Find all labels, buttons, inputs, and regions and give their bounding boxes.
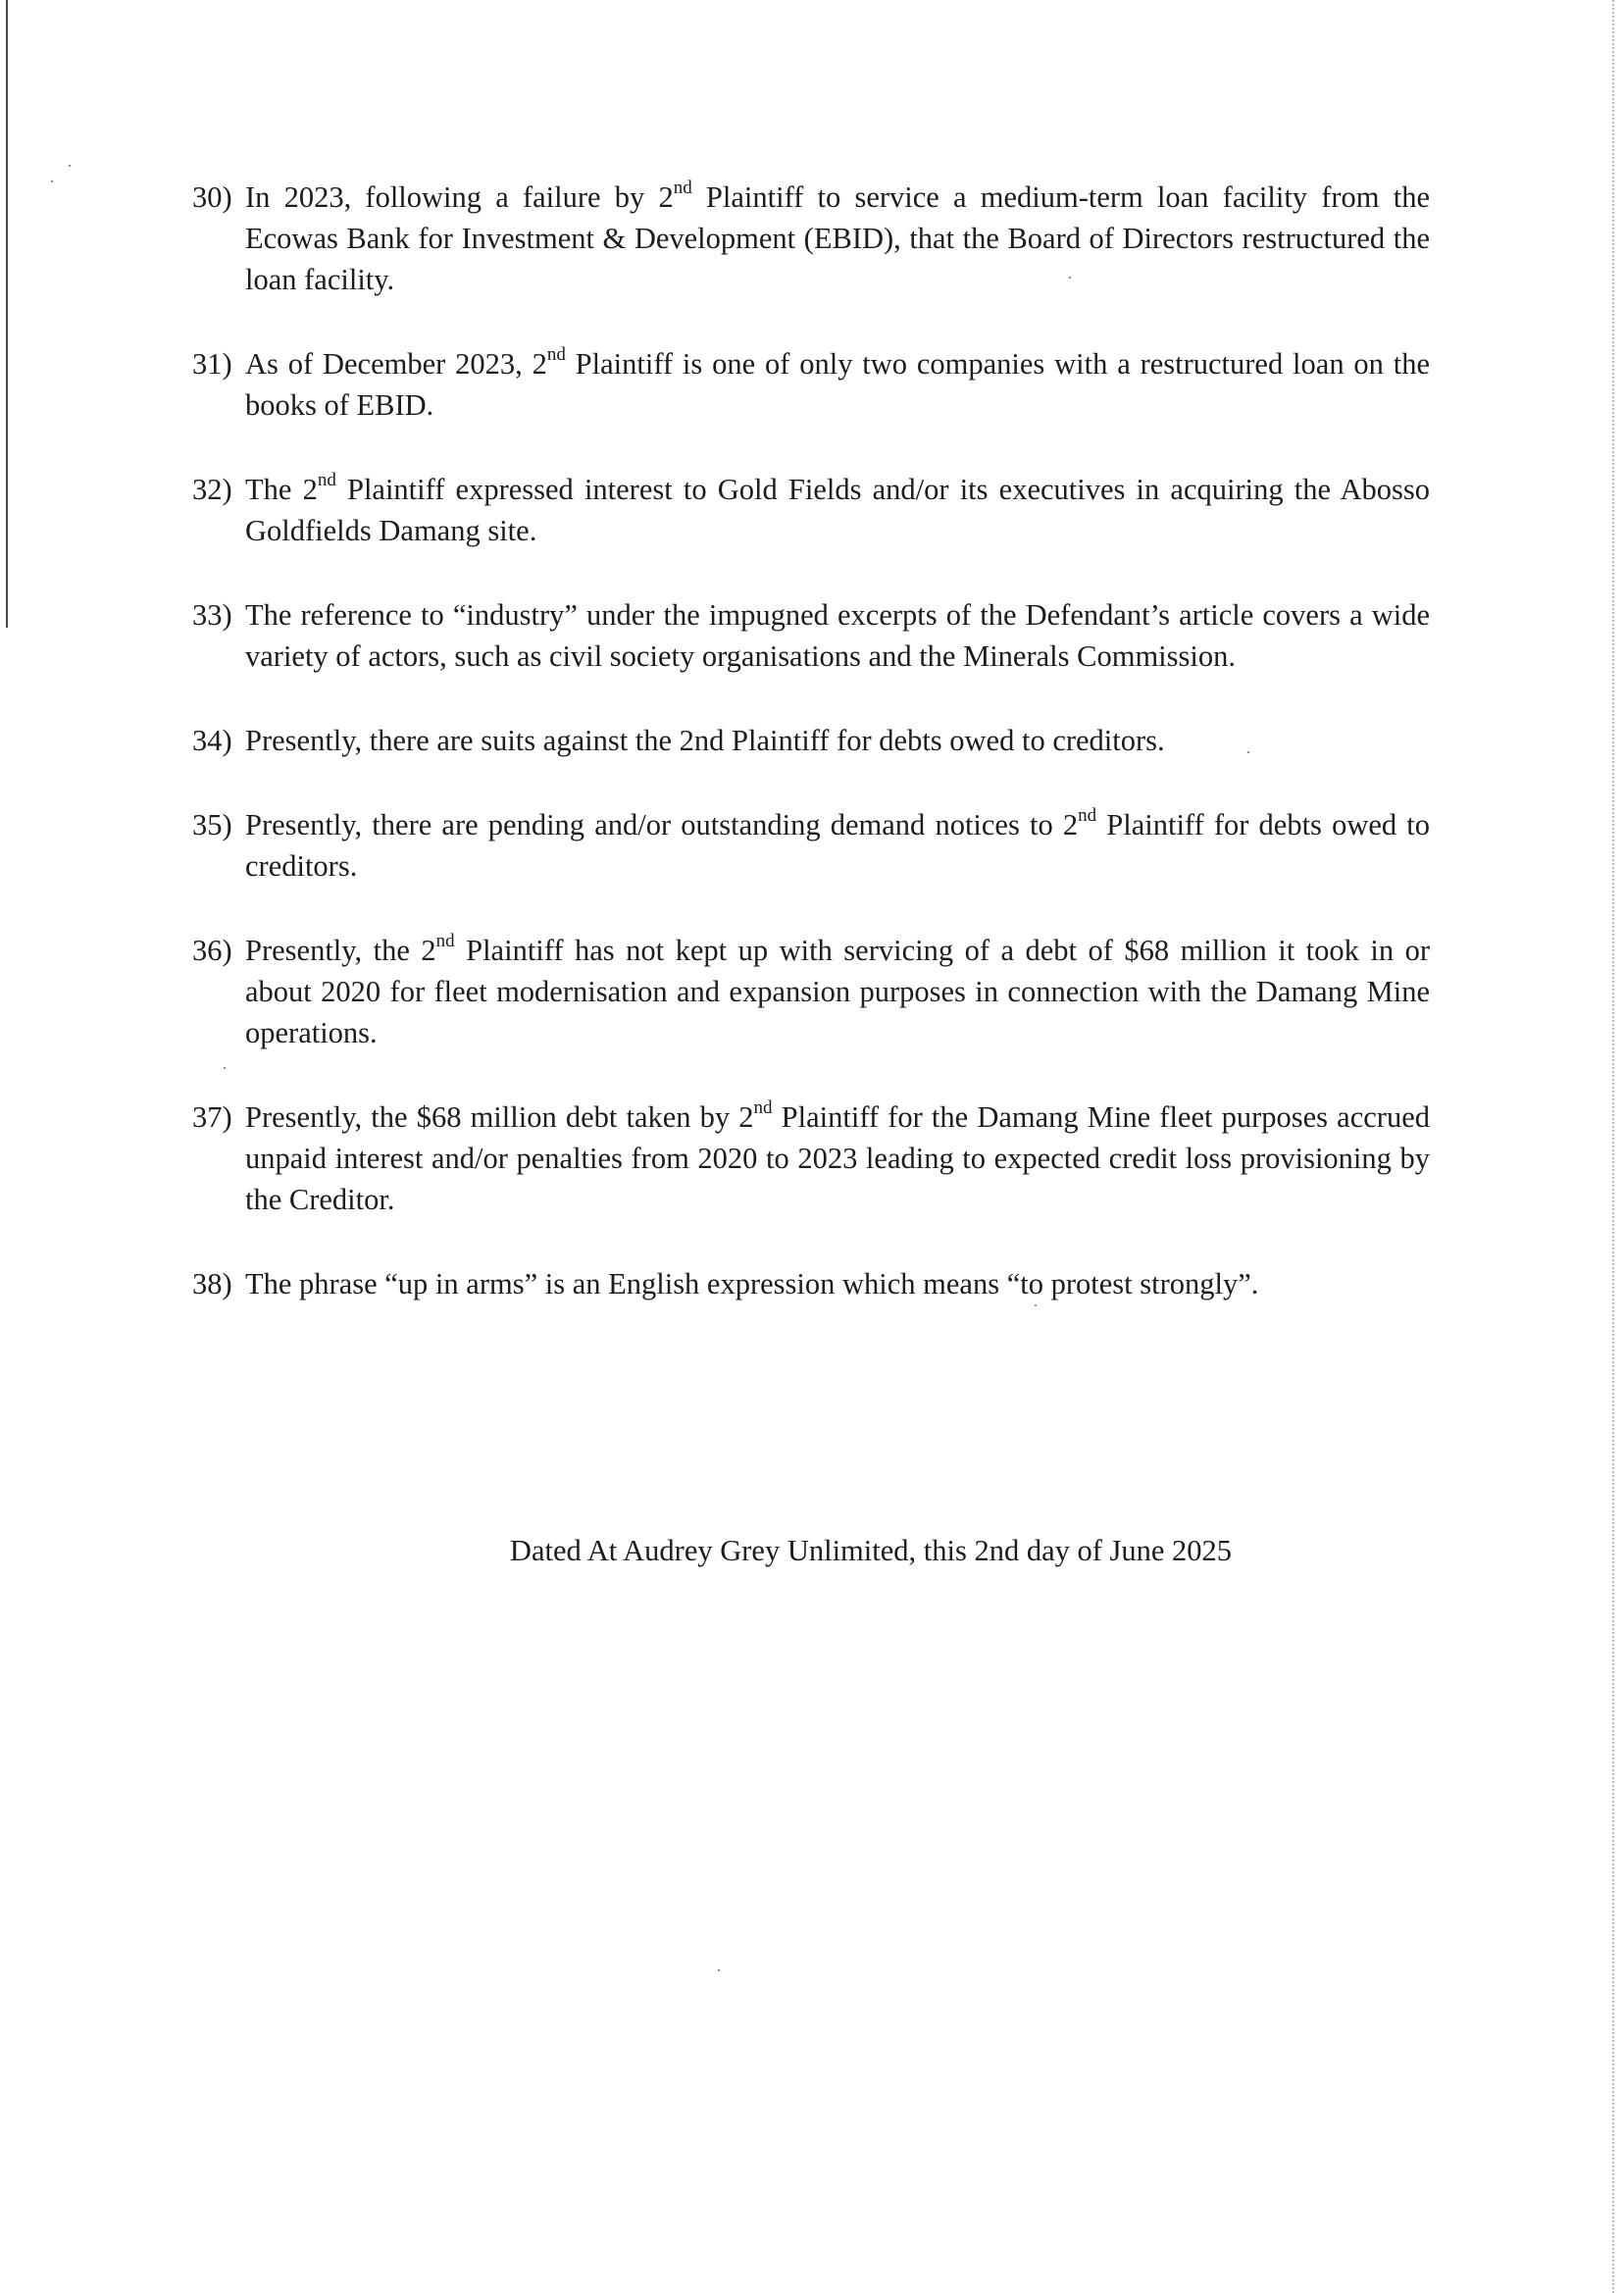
clause-text: As of December 2023, 2nd Plaintiff is one of only two companies with a restructured loan on the books of EBID.: [245, 343, 1430, 422]
clause-33: [192, 594, 1430, 677]
clause-text: The 2nd Plaintiff expressed interest to Gold Fields and/or its executives in acquiring the Abosso Goldfields Damang site.: [245, 469, 1430, 547]
clause-number: 32): [192, 473, 232, 506]
clause-text: The phrase “up in arms” is an English expression which means “to protest strongly”.: [245, 1267, 1259, 1300]
clause-32: [192, 469, 1430, 551]
clause-number: 38): [192, 1267, 232, 1300]
clause-text: The reference to “industry” under the impugned excerpts of the Defendant’s article covers a wide variety of actors, such as civil society organisations and the Minerals Commission.: [245, 598, 1430, 673]
clause-37: [192, 1096, 1430, 1220]
clause-30: [192, 177, 1430, 300]
scan-speck: [1035, 1304, 1037, 1306]
clause-number: 36): [192, 934, 232, 967]
scan-speck: [51, 180, 53, 182]
scan-edge-right: [1612, 0, 1614, 2293]
clause-text: Presently, there are suits against the 2nd Plaintiff for debts owed to creditors.: [245, 724, 1165, 757]
clause-number: 35): [192, 808, 232, 841]
clause-text: Presently, the 2nd Plaintiff has not kept up with servicing of a debt of $68 million it took in or about 2020 for fleet modernisation and expansion purposes in connection with the Damang Mine operations.: [245, 930, 1430, 1049]
clause-text: In 2023, following a failure by 2nd Plaintiff to service a medium-term loan facility from the Ecowas Bank for Investment & Development (EBID), that the Board of Directors restructured the loan facility.: [245, 177, 1430, 296]
clause-number: 31): [192, 347, 232, 381]
clause-number: 34): [192, 724, 232, 757]
clause-list: [192, 177, 1430, 1304]
clause-38: [192, 1263, 1430, 1304]
scan-speck: [718, 1969, 720, 1971]
clause-35: [192, 804, 1430, 887]
dated-line: Dated At Audrey Grey Unlimited, this 2nd day of June 2025: [509, 1534, 1233, 1567]
scan-speck: [69, 165, 71, 167]
clause-number: 33): [192, 598, 232, 632]
clause-31: [192, 343, 1430, 426]
clause-number: 37): [192, 1100, 232, 1134]
clause-36: [192, 930, 1430, 1053]
clause-number: 30): [192, 180, 232, 214]
clause-34: [192, 720, 1430, 761]
clause-text: Presently, there are pending and/or outstanding demand notices to 2nd Plaintiff for debts owed to creditors.: [245, 804, 1431, 883]
scan-edge-left: [6, 0, 8, 628]
clause-text: Presently, the $68 million debt taken by 2nd Plaintiff for the Damang Mine fleet purposes accrued unpaid interest and/or penalties from 2020 to 2023 leading to expected credit loss provisioning by the Creditor.: [245, 1096, 1430, 1216]
